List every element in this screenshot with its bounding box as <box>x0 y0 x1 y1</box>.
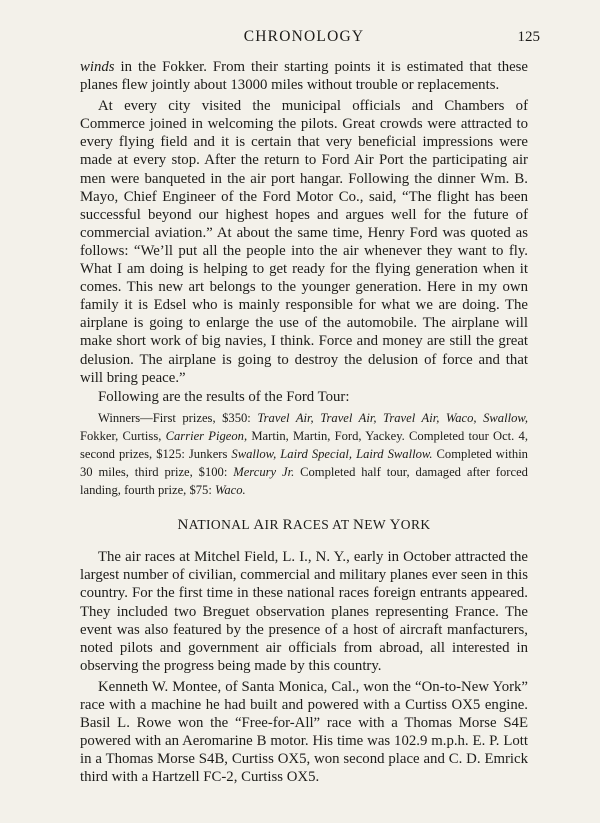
paragraph-race-results: Kenneth W. Montee, of Santa Monica, Cal., won the “On-to-New York” race with a machine he had built and powered with a Curtiss OX5 engine. Basil L. Rowe won the “Free-for-All” race with a Thomas Morse S4E powered with an Aeromarine B motor. His time was 102.9 m.p.h. E. P. Lott in a Thomas Morse S4B, Curtiss OX5, won second place and C. D. Emrick third with a Hartzell FC-2, Curtiss OX5. <box>80 678 528 786</box>
running-header <box>80 28 540 50</box>
section-heading: NATIONAL AIR RACES AT NEW YORK <box>177 517 431 534</box>
italic-word: winds <box>80 59 115 75</box>
winners-text: Completed within 30 miles, third prize, $100: <box>80 446 528 480</box>
paragraph-continued <box>80 58 528 94</box>
winners-text: Winners—First prizes, $350: <box>98 410 258 425</box>
winners-italic: Mercury Jr. <box>233 465 295 480</box>
paragraph-results-intro: Following are the results of the Ford Tour: <box>98 388 350 405</box>
winners-italic: Carrier Pigeon, <box>165 428 248 443</box>
winners-italic: Travel Air, Travel Air, Travel Air, Waco, Swallow, <box>257 410 529 425</box>
paragraph-text: in the Fokker. From their starting points it is estimated that these planes flew jointly about 13000 miles without trouble or replacements. <box>80 59 528 94</box>
page-number: 125 <box>517 29 540 45</box>
running-title: CHRONOLOGY <box>243 28 365 45</box>
winners-list <box>80 409 528 499</box>
winners-text: Martin, Martin, Ford, Yackey. Completed tour Oct. 4, second prizes, $125: Junkers <box>80 428 528 461</box>
paragraph-ford-tour-reception: At every city visited the municipal officials and Chambers of Commerce joined in welcoming the pilots. Great crowds were attracted to every flying field and it is certain that very beneficial impressions were made at every stop. After the return to Ford Air Port the participating air men were banqueted in the air port hangar. Following the dinner Wm. B. Mayo, Chief Engineer of the Ford Motor Co., said, “The flight has been successful beyond our highest hopes and argues well for the future of commercial aviation.” At about the same time, Henry Ford was quoted as follows: “We’ll put all the people into the air whenever they want to fly. What I am doing is helping to get ready for the flying generation when it comes. This new art belongs to the younger generation. Here in my own family it is Edsel who is mainly responsible for what we are doing. The airplane is going to enlarge the use of the automobile. The airplane will make short work of big navies, I think. Force and money are still the great delusion. The airplane is going to destroy the delusion of force and that will bring peace.” <box>80 98 528 386</box>
paragraph-air-races: The air races at Mitchel Field, L. I., N. Y., early in October attracted the largest number of civilian, commercial and military planes ever seen in this country. For the first time in these national races foreign entrants appeared. They included two Breguet observation planes representing France. The event was also featured by the presence of a host of aircraft manfacturers, noted pilots and government air officials from abroad, all interested in observing the progress being made by this country. <box>80 549 528 674</box>
winners-text: Fokker, Curtiss, <box>80 428 166 443</box>
winners-italic: Waco. <box>215 483 246 498</box>
winners-text: Completed half tour, damaged after forced landing, fourth prize, $75: <box>80 465 528 498</box>
body-text <box>80 58 528 786</box>
winners-italic: Swallow, Laird Special, Laird Swallow. <box>231 446 433 461</box>
